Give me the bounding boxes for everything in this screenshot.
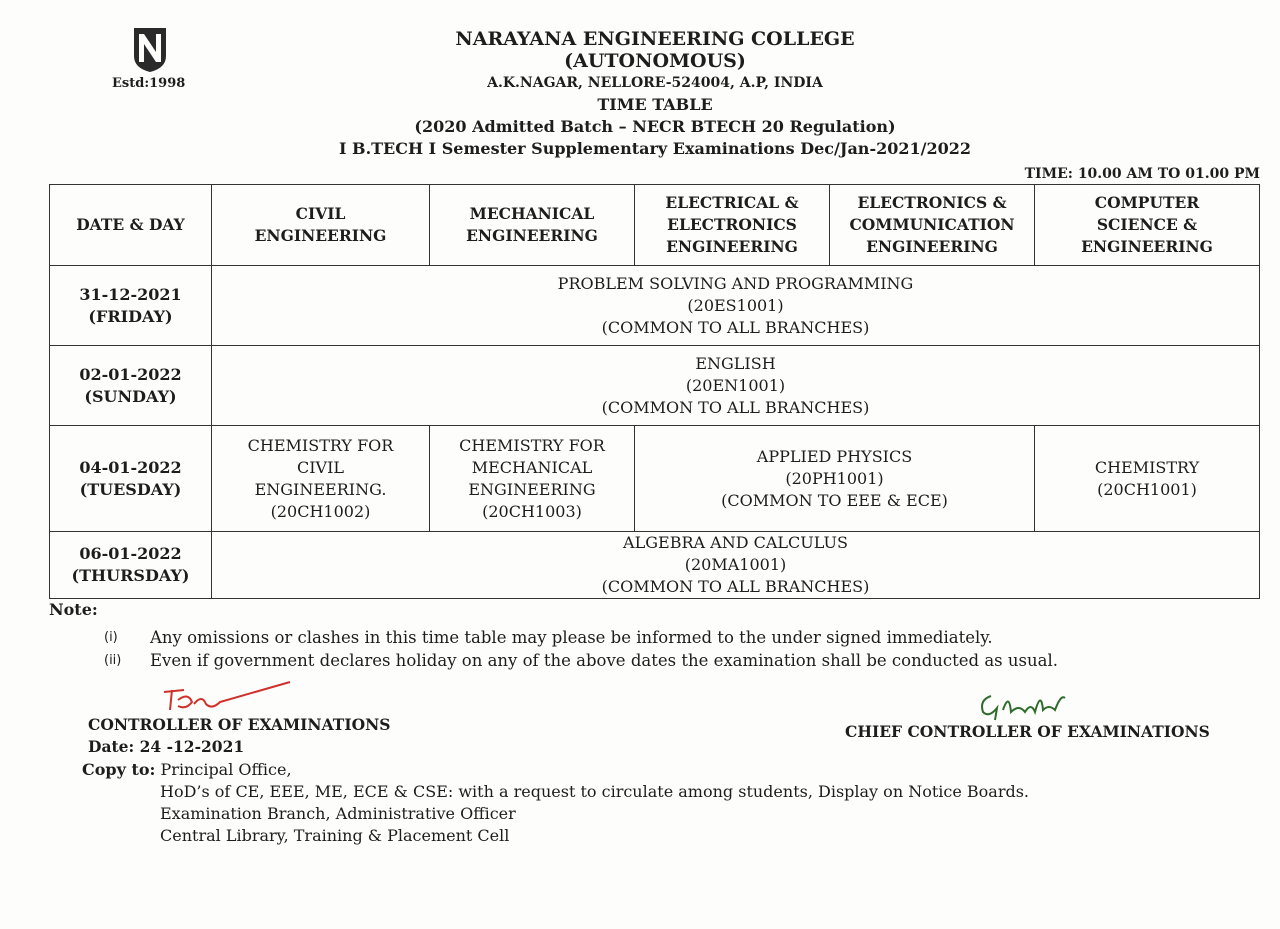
copy-to-label: Copy to:	[82, 760, 156, 779]
note-label: Note:	[49, 600, 98, 619]
controller-title: CONTROLLER OF EXAMINATIONS	[88, 715, 391, 734]
chief-controller-title: CHIEF CONTROLLER OF EXAMINATIONS	[845, 722, 1210, 741]
exam-info: I B.TECH I Semester Supplementary Examinations Dec/Jan-2021/2022	[339, 139, 971, 158]
note-text: Any omissions or clashes in this time table may please be informed to the under signed immediately.	[150, 628, 993, 647]
header-mechanical: MECHANICAL ENGINEERING	[430, 185, 635, 266]
college-logo	[130, 26, 170, 74]
table-row	[50, 426, 1260, 532]
note-text: Even if government declares holiday on any of the above dates the examination shall be conducted as usual.	[150, 651, 1058, 670]
document-title: TIME TABLE	[597, 95, 713, 114]
table-row	[50, 532, 1260, 599]
copy-to-line: HoD’s of CE, EEE, ME, ECE & CSE: with a request to circulate among students, Display on Notice Boards.	[160, 782, 1030, 801]
date-cell: 04-01-2022 (TUESDAY)	[50, 426, 212, 532]
subject-cell: ALGEBRA AND CALCULUS (20MA1001) (COMMON TO ALL BRANCHES)	[212, 532, 1260, 599]
date-cell: 02-01-2022 (SUNDAY)	[50, 346, 212, 426]
subject-cell-cse: CHEMISTRY (20CH1001)	[1035, 426, 1260, 532]
subject-cell: ENGLISH (20EN1001) (COMMON TO ALL BRANCHES)	[212, 346, 1260, 426]
subject-cell-mechanical: CHEMISTRY FOR MECHANICAL ENGINEERING (20CH1003)	[430, 426, 635, 532]
timetable	[49, 184, 1260, 599]
college-name: NARAYANA ENGINEERING COLLEGE	[455, 28, 855, 50]
note-item	[104, 626, 1058, 649]
autonomous-label: (AUTONOMOUS)	[564, 50, 746, 72]
exam-time: TIME: 10.00 AM TO 01.00 PM	[1024, 166, 1260, 182]
date-cell: 31-12-2021 (FRIDAY)	[50, 266, 212, 346]
note-number: (ii)	[104, 653, 122, 668]
established-year: Estd:1998	[112, 76, 186, 91]
header-ece: ELECTRONICS & COMMUNICATION ENGINEERING	[830, 185, 1035, 266]
copy-to-section	[82, 759, 1029, 847]
note-item	[104, 649, 1058, 672]
table-row	[50, 346, 1260, 426]
header-cse: COMPUTER SCIENCE & ENGINEERING	[1035, 185, 1260, 266]
copy-to-first: Principal Office,	[155, 760, 292, 779]
subject-cell-eee-ece: APPLIED PHYSICS (20PH1001) (COMMON TO EEE & ECE)	[635, 426, 1035, 532]
header-eee: ELECTRICAL & ELECTRONICS ENGINEERING	[635, 185, 830, 266]
subject-cell-civil: CHEMISTRY FOR CIVIL ENGINEERING. (20CH1002)	[212, 426, 430, 532]
copy-to-line: Central Library, Training & Placement Cell	[160, 826, 510, 845]
date-cell: 06-01-2022 (THURSDAY)	[50, 532, 212, 599]
header-date-day: DATE & DAY	[50, 185, 212, 266]
batch-info: (2020 Admitted Batch – NECR BTECH 20 Regulation)	[414, 117, 896, 136]
college-address: A.K.NAGAR, NELLORE-524004, A.P, INDIA	[487, 75, 823, 91]
note-number: (i)	[104, 630, 118, 645]
table-row	[50, 266, 1260, 346]
copy-to-line: Examination Branch, Administrative Officer	[160, 804, 516, 823]
chief-signature	[975, 686, 1075, 722]
subject-cell: PROBLEM SOLVING AND PROGRAMMING (20ES1001) (COMMON TO ALL BRANCHES)	[212, 266, 1260, 346]
controller-signature	[158, 676, 298, 716]
issue-date: Date: 24 -12-2021	[88, 737, 245, 756]
header-civil: CIVIL ENGINEERING	[212, 185, 430, 266]
document-header	[290, 28, 1020, 160]
header-row	[50, 185, 1260, 266]
notes-list	[104, 626, 1058, 672]
